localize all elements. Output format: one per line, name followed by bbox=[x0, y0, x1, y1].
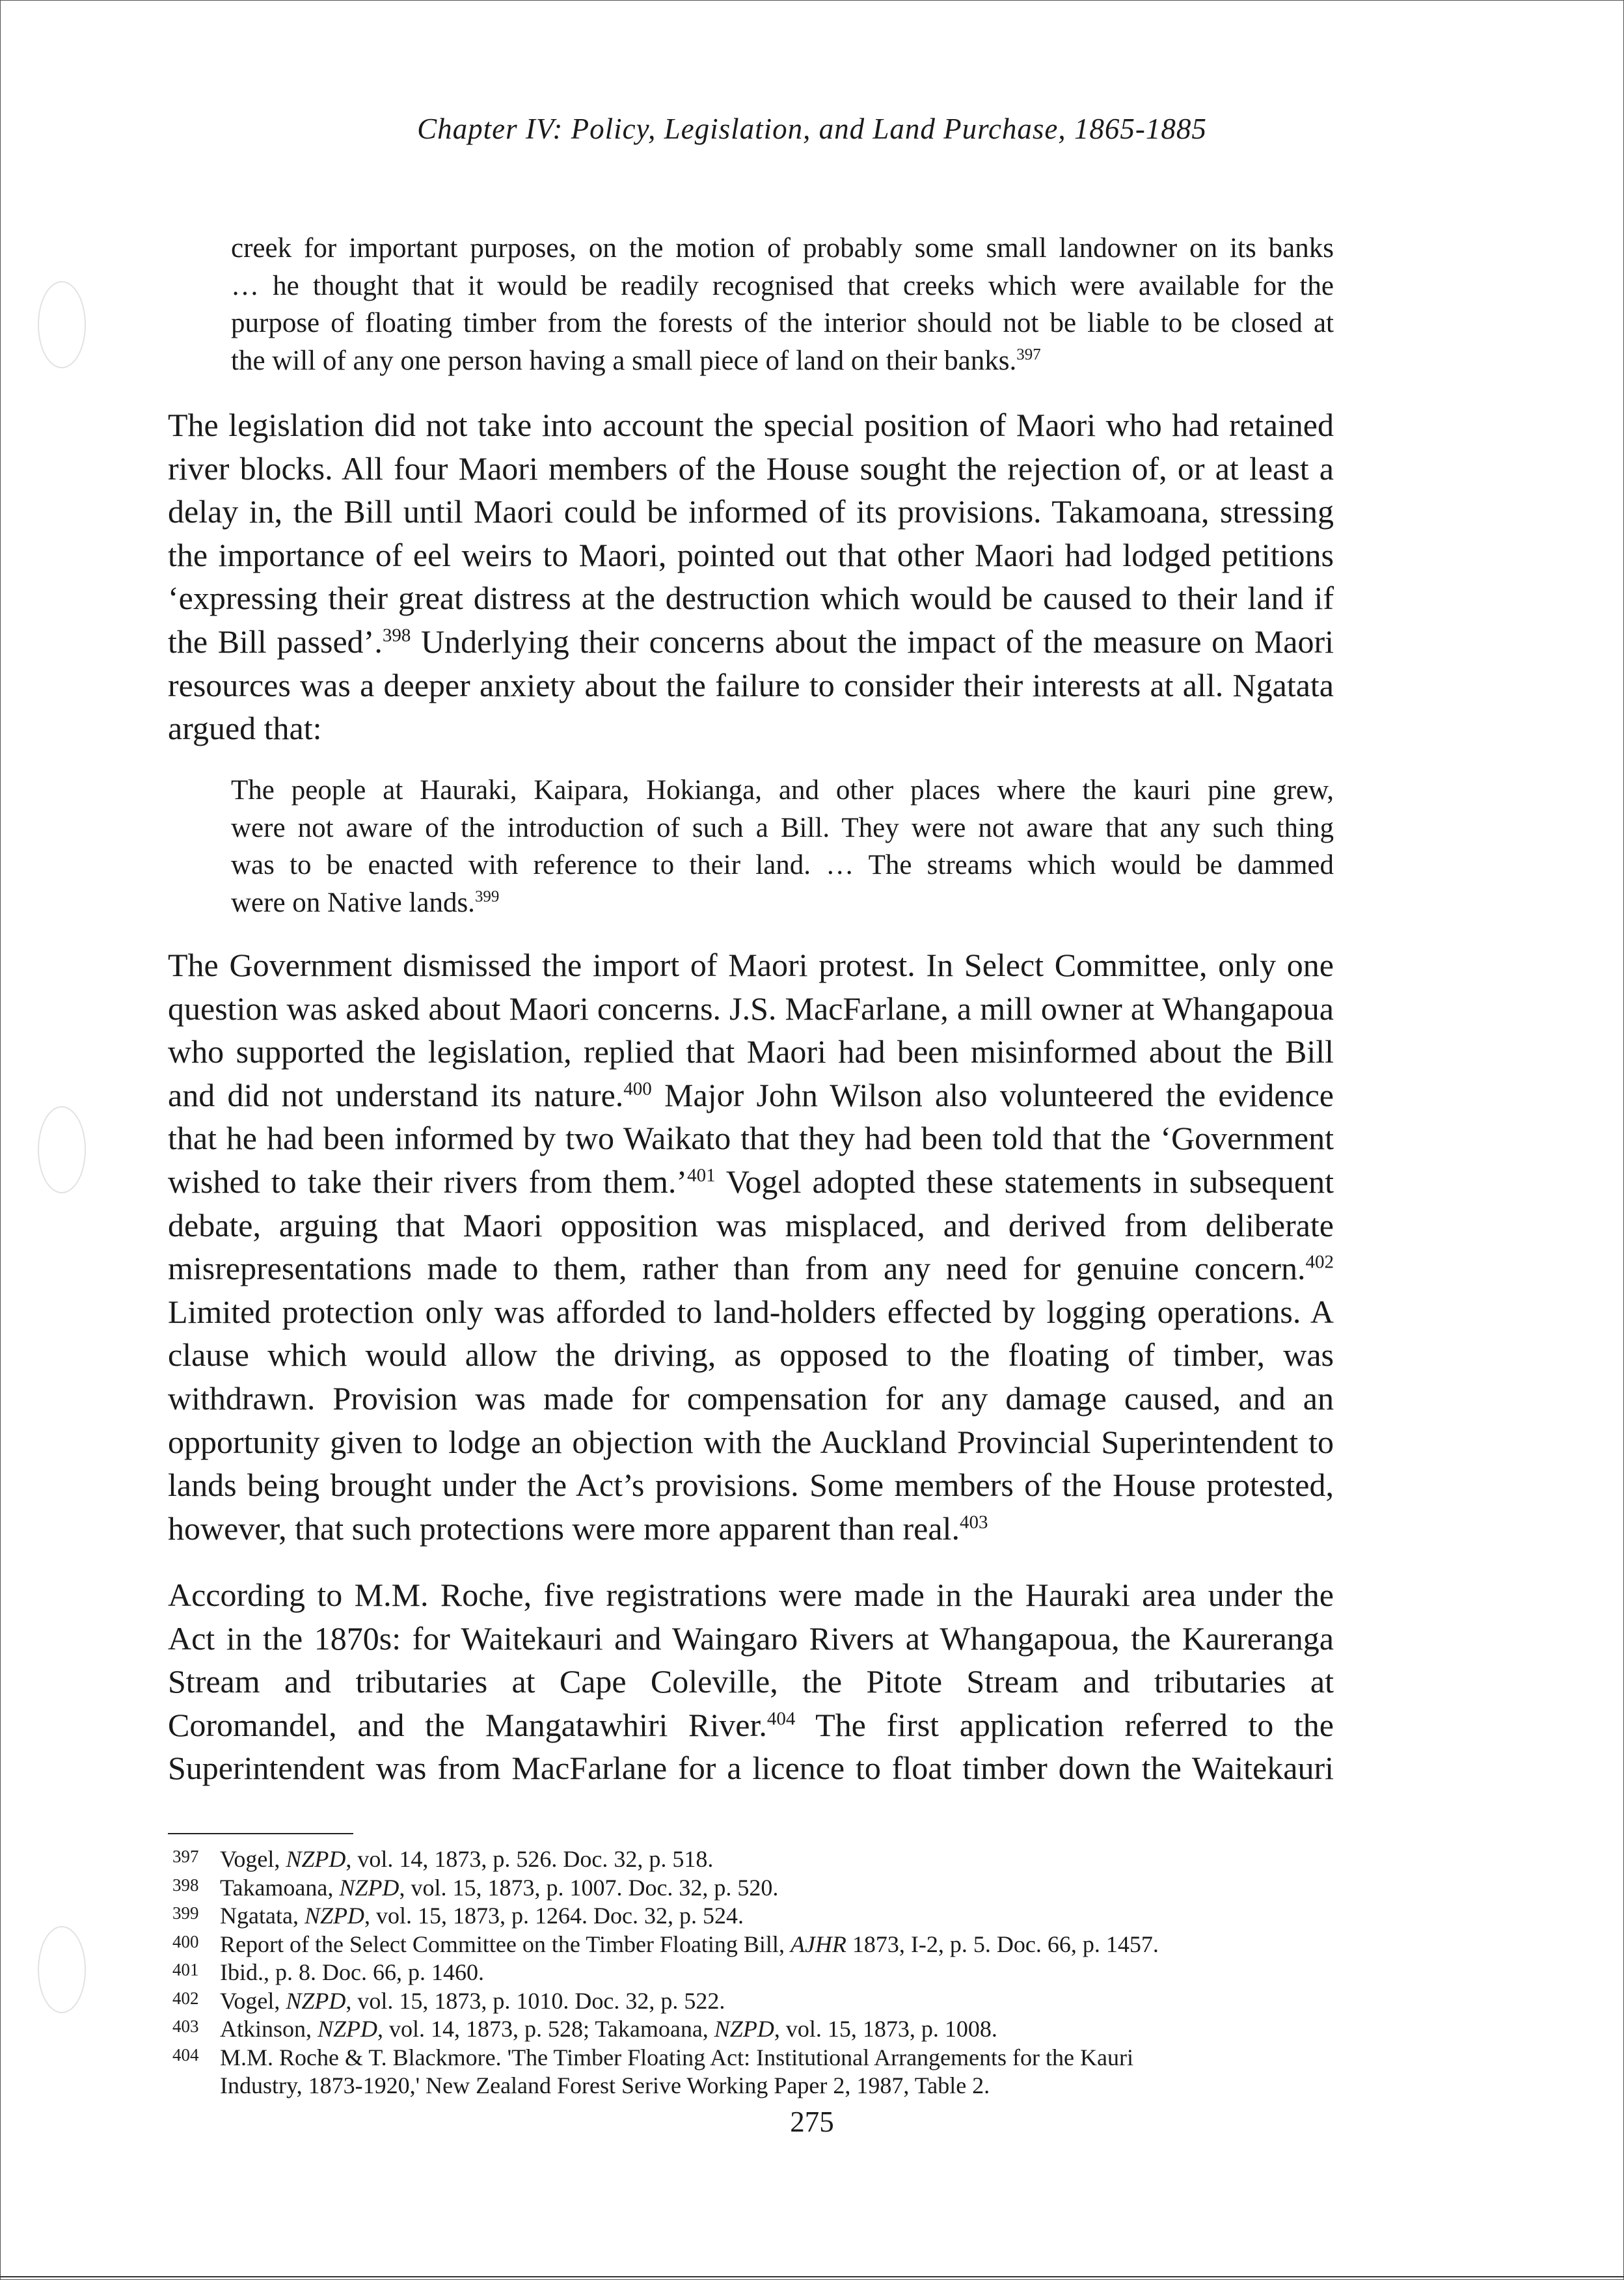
footnote-ref-401: 401 bbox=[687, 1165, 716, 1186]
para-3-line-2: Act in the 1870s: for Waitekauri and Waingaro Rivers at Whangapoua, the Kaureranga bbox=[168, 1620, 1334, 1657]
para-3-line-5: Superintendent was from MacFarlane for a licence to float timber down the Waitekauri bbox=[168, 1750, 1334, 1787]
para-3-line-4-b: The first application referred to the bbox=[795, 1706, 1334, 1743]
quote-1-line-4 bbox=[231, 342, 1334, 380]
para-3-line-4-a: Coromandel, and the Mangatawhiri River. bbox=[168, 1706, 767, 1743]
footnote-401 bbox=[172, 1959, 1344, 1987]
footnote-text: , vol. 15, 1873, p. 1007. Doc. 32, p. 520. bbox=[399, 1874, 779, 1901]
paragraph-1 bbox=[168, 403, 1334, 750]
quote-2-line-2: were not aware of the introduction of such a Bill. They were not aware that any such thing bbox=[231, 812, 1334, 843]
footnote-number: 399 bbox=[172, 1903, 199, 1923]
footnote-ref-398: 398 bbox=[382, 625, 411, 646]
footnote-399 bbox=[172, 1902, 1344, 1931]
quote-1-line-4-text: the will of any one person having a small piece of land on their banks. bbox=[231, 345, 1017, 376]
quote-1-line-1: creek for important purposes, on the motion of probably some small landowner on its banks bbox=[231, 233, 1334, 264]
punch-hole-middle bbox=[38, 1106, 86, 1193]
para-3-line-1: According to M.M. Roche, five registrations were made in the Hauraki area under the bbox=[168, 1577, 1334, 1613]
footnote-ref-400: 400 bbox=[623, 1078, 652, 1100]
para-2-line-6 bbox=[168, 1160, 1334, 1204]
footnote-source: NZPD bbox=[339, 1874, 399, 1901]
footnote-number: 403 bbox=[172, 2016, 199, 2036]
footnote-text: , vol. 15, 1873, p. 1008. bbox=[774, 2016, 997, 2042]
footnote-397 bbox=[172, 1845, 1344, 1874]
para-2-line-9: Limited protection only was afforded to land-holders effected by logging operations. A bbox=[168, 1293, 1334, 1330]
para-1-line-2: river blocks. All four Maori members of the House sought the rejection of, or at least a bbox=[168, 450, 1334, 487]
footnote-rule bbox=[168, 1833, 353, 1834]
para-2-line-4 bbox=[168, 1074, 1334, 1117]
para-1-line-7: resources was a deeper anxiety about the failure to consider their interests at all. Ngatata bbox=[168, 666, 1334, 703]
para-1-line-1: The legislation did not take into account the special position of Maori who had retained bbox=[168, 407, 1334, 443]
footnote-text: Ibid., p. 8. Doc. 66, p. 1460. bbox=[220, 1959, 484, 1985]
para-2-line-1: The Government dismissed the import of Maori protest. In Select Committee, only one bbox=[168, 947, 1334, 983]
para-1-line-6-a: the Bill passed’. bbox=[168, 623, 383, 660]
para-2-line-4-a: and did not understand its nature. bbox=[168, 1076, 624, 1113]
para-2-line-12: opportunity given to lodge an objection with the Auckland Provincial Superintendent to bbox=[168, 1423, 1334, 1460]
footnote-number: 402 bbox=[172, 1988, 199, 2008]
block-quote-2 bbox=[231, 772, 1334, 921]
footnote-number: 404 bbox=[172, 2044, 199, 2065]
para-2-line-14 bbox=[168, 1507, 1334, 1551]
footnote-403 bbox=[172, 2015, 1344, 2044]
para-2-line-5: that he had been informed by two Waikato that they had been told that the ‘Government bbox=[168, 1120, 1334, 1157]
para-1-line-6-b: Underlying their concerns about the impact of the measure on Maori bbox=[411, 623, 1334, 660]
para-2-line-8 bbox=[168, 1247, 1334, 1290]
footnote-ref-403: 403 bbox=[959, 1512, 988, 1533]
footnote-ref-399: 399 bbox=[474, 888, 500, 906]
footnote-text: M.M. Roche & T. Blackmore. 'The Timber Floating Act: Institutional Arrangements for the Kauri bbox=[220, 2044, 1133, 2070]
paragraph-2 bbox=[168, 943, 1334, 1550]
punch-hole-top bbox=[38, 281, 86, 368]
footnote-404 bbox=[172, 2044, 1344, 2072]
footnote-text: Vogel, bbox=[220, 1987, 286, 2014]
para-1-line-8: argued that: bbox=[168, 710, 322, 747]
scan-border-bottom bbox=[0, 2276, 1624, 2277]
para-1-line-3: delay in, the Bill until Maori could be informed of its provisions. Takamoana, stressing bbox=[168, 493, 1334, 530]
para-3-line-4 bbox=[168, 1703, 1334, 1747]
para-2-line-3: who supported the legislation, replied that Maori had been misinformed about the Bill bbox=[168, 1033, 1334, 1070]
quote-1-line-3: purpose of floating timber from the forests of the interior should not be liable to be closed at bbox=[231, 308, 1334, 338]
page-number: 275 bbox=[790, 2106, 834, 2138]
para-2-line-14-a: however, that such protections were more apparent than real. bbox=[168, 1510, 960, 1547]
footnote-400 bbox=[172, 1931, 1344, 1959]
para-2-line-6-b: Vogel adopted these statements in subsequent bbox=[715, 1163, 1334, 1200]
quote-2-line-4 bbox=[231, 884, 1334, 922]
footnote-number: 401 bbox=[172, 1960, 199, 1979]
footnote-source: NZPD bbox=[714, 2016, 774, 2042]
para-1-line-4: the importance of eel weirs to Maori, pointed out that other Maori had lodged petitions bbox=[168, 536, 1334, 573]
para-1-line-5: ‘expressing their great distress at the destruction which would be caused to their land if bbox=[168, 580, 1334, 617]
footnote-text: Takamoana, bbox=[220, 1874, 340, 1901]
paragraph-3 bbox=[168, 1573, 1334, 1790]
footnote-text: , vol. 15, 1873, p. 1010. Doc. 32, p. 522. bbox=[345, 1987, 725, 2014]
footnote-398 bbox=[172, 1874, 1344, 1903]
para-1-line-6 bbox=[168, 620, 1334, 664]
footnote-number: 400 bbox=[172, 1931, 199, 1951]
para-2-line-8-a: misrepresentations made to them, rather than from any need for genuine concern. bbox=[168, 1250, 1306, 1287]
footnote-404-continuation: Industry, 1873-1920,' New Zealand Forest Serive Working Paper 2, 1987, Table 2. bbox=[220, 2072, 990, 2098]
para-3-line-3: Stream and tributaries at Cape Coleville, the Pitote Stream and tributaries at bbox=[168, 1663, 1334, 1700]
footnote-text: , vol. 14, 1873, p. 526. Doc. 32, p. 518. bbox=[345, 1846, 714, 1872]
running-head: Chapter IV: Policy, Legislation, and Land Purchase, 1865-1885 bbox=[417, 113, 1207, 145]
quote-2-line-1: The people at Hauraki, Kaipara, Hokianga, and other places where the kauri pine grew, bbox=[231, 775, 1334, 806]
block-quote-1 bbox=[231, 230, 1334, 379]
para-2-line-7: debate, arguing that Maori opposition was misplaced, and derived from deliberate bbox=[168, 1206, 1334, 1243]
para-2-line-4-b: Major John Wilson also volunteered the evidence bbox=[651, 1076, 1334, 1113]
footnote-text: , vol. 15, 1873, p. 1264. Doc. 32, p. 524. bbox=[364, 1903, 744, 1929]
footnote-number: 397 bbox=[172, 1847, 199, 1866]
para-2-line-11: withdrawn. Provision was made for compensation for any damage caused, and an bbox=[168, 1379, 1334, 1417]
quote-2-line-4-text: were on Native lands. bbox=[231, 887, 475, 918]
footnote-source: NZPD bbox=[304, 1903, 364, 1929]
footnote-text: , vol. 14, 1873, p. 528; Takamoana, bbox=[377, 2016, 714, 2042]
footnote-text: Atkinson, bbox=[220, 2016, 318, 2042]
footnote-ref-404: 404 bbox=[766, 1708, 796, 1730]
punch-hole-bottom bbox=[38, 1926, 86, 2013]
footnote-text: Vogel, bbox=[220, 1846, 286, 1872]
footnote-source: NZPD bbox=[286, 1846, 346, 1872]
footnote-text: Report of the Select Committee on the Timber Floating Bill, bbox=[220, 1931, 791, 1957]
footnote-ref-397: 397 bbox=[1016, 346, 1041, 364]
quote-1-line-2: … he thought that it would be readily recognised that creeks which were available for the bbox=[231, 270, 1334, 301]
footnote-402 bbox=[172, 1987, 1344, 2016]
para-2-line-13: lands being brought under the Act’s provisions. Some members of the House protested, bbox=[168, 1467, 1334, 1504]
footnote-source: AJHR bbox=[790, 1931, 846, 1957]
quote-2-line-3: was to be enacted with reference to their land. … The streams which would be dammed bbox=[231, 850, 1334, 880]
footnote-number: 398 bbox=[172, 1875, 199, 1895]
footnote-text: 1873, I-2, p. 5. Doc. 66, p. 1457. bbox=[846, 1931, 1159, 1957]
para-2-line-2: question was asked about Maori concerns. J.S. MacFarlane, a mill owner at Whangapoua bbox=[168, 990, 1334, 1027]
para-2-line-10: clause which would allow the driving, as opposed to the floating of timber, was bbox=[168, 1337, 1334, 1374]
footnote-source: NZPD bbox=[286, 1987, 346, 2014]
footnote-ref-402: 402 bbox=[1305, 1251, 1334, 1273]
para-2-line-6-a: wished to take their rivers from them.’ bbox=[168, 1163, 688, 1200]
footnotes bbox=[172, 1845, 1344, 2100]
footnote-source: NZPD bbox=[318, 2016, 378, 2042]
footnote-text: Ngatata, bbox=[220, 1903, 304, 1929]
